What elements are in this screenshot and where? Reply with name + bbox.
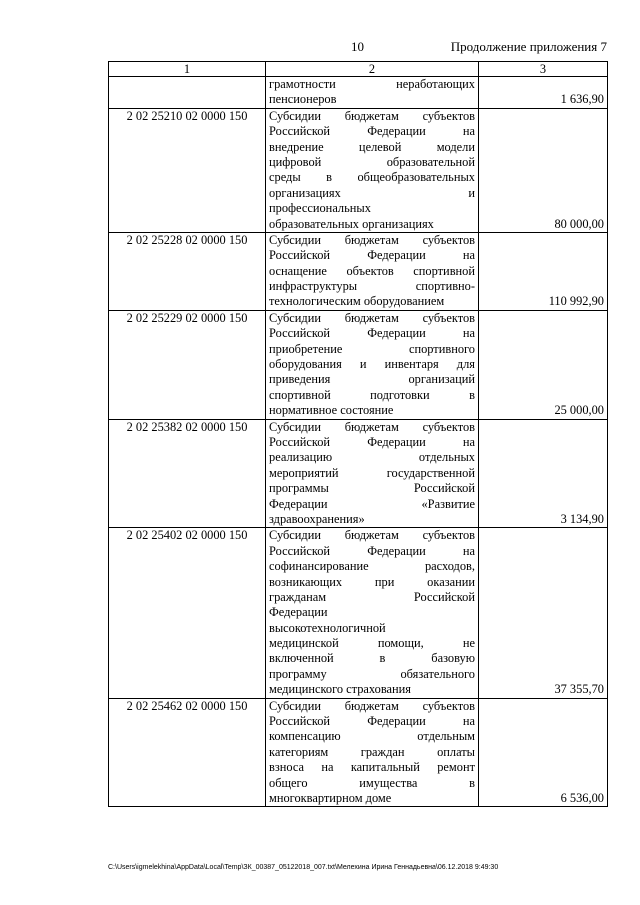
description-line: Российской Федерации на: [269, 124, 475, 139]
description-cell: [266, 310, 479, 419]
description-line: технологическим оборудованием: [269, 294, 445, 309]
amount-cell: 25 000,00: [479, 310, 608, 419]
table-header-row: [109, 62, 608, 77]
amount-cell: 6 536,00: [479, 698, 608, 807]
budget-table: [108, 61, 608, 807]
column-header-1: 1: [109, 62, 266, 77]
description-line: внедрение целевой модели: [269, 139, 475, 154]
description-line: нормативное состояние: [269, 403, 394, 418]
description-line: реализацию отдельных: [269, 450, 475, 465]
description-line: Субсидии бюджетам субъектов: [269, 528, 475, 543]
description-cell: [266, 232, 479, 310]
budget-code-cell: 2 02 25210 02 0000 150: [109, 108, 266, 232]
description-cell: [266, 419, 479, 528]
description-line: Российской Федерации на: [269, 248, 475, 263]
description-line: Федерации: [269, 605, 328, 620]
description-line: пенсионеров: [269, 92, 337, 107]
table-row: [109, 77, 608, 109]
description-line: профессиональных: [269, 201, 371, 216]
description-line: Субсидии бюджетам субъектов: [269, 232, 475, 247]
description-line: среды в общеобразовательных: [269, 170, 475, 185]
description-cell: [266, 698, 479, 807]
description-line: оборудования и инвентаря для: [269, 357, 475, 372]
column-header-3: 3: [479, 62, 608, 77]
table-row: [109, 310, 608, 419]
amount-cell: 37 355,70: [479, 528, 608, 698]
column-header-2: 2: [266, 62, 479, 77]
description-line: оснащение объектов спортивной: [269, 263, 475, 278]
description-line: медицинской помощи, не: [269, 636, 475, 651]
description-line: организациях и: [269, 185, 475, 200]
description-line: категориям граждан оплаты: [269, 744, 475, 759]
description-line: Субсидии бюджетам субъектов: [269, 310, 475, 325]
table-row: [109, 419, 608, 528]
description-line: многоквартирном доме: [269, 790, 392, 805]
amount-cell: 80 000,00: [479, 108, 608, 232]
footer-file-path: C:\Users\igmelekhina\AppData\Local\Temp\ЗК_00387_05122018_007.txt\Мелехина Ирина Геннадьевна\06.12.2018 9:49:30: [108, 864, 499, 871]
description-line: включенной в базовую: [269, 651, 475, 666]
budget-code-cell: 2 02 25228 02 0000 150: [109, 232, 266, 310]
budget-code-cell: 2 02 25382 02 0000 150: [109, 419, 266, 528]
description-line: компенсацию отдельным: [269, 729, 475, 744]
description-line: программу обязательного: [269, 666, 475, 681]
description-line: программы Российской: [269, 481, 475, 496]
description-line: Российской Федерации на: [269, 543, 475, 558]
description-line: инфраструктуры спортивно-: [269, 279, 475, 294]
description-line: Федерации «Развитие: [269, 496, 475, 511]
description-cell: [266, 528, 479, 698]
description-line: Субсидии бюджетам субъектов: [269, 419, 475, 434]
description-line: Субсидии бюджетам субъектов: [269, 698, 475, 713]
amount-cell: 1 636,90: [479, 77, 608, 109]
description-line: возникающих при оказании: [269, 574, 475, 589]
description-line: спортивной подготовки в: [269, 387, 475, 402]
table-row: [109, 698, 608, 807]
description-cell: [266, 77, 479, 109]
description-line: взноса на капитальный ремонт: [269, 760, 475, 775]
description-cell: [266, 108, 479, 232]
description-line: Российской Федерации на: [269, 714, 475, 729]
budget-code-cell: [109, 77, 266, 109]
table-row: [109, 528, 608, 698]
amount-cell: 110 992,90: [479, 232, 608, 310]
description-line: Российской Федерации на: [269, 326, 475, 341]
description-line: общего имущества в: [269, 775, 475, 790]
page-number: 10: [351, 39, 364, 54]
budget-code-cell: 2 02 25402 02 0000 150: [109, 528, 266, 698]
description-line: высокотехнологичной: [269, 620, 386, 635]
description-line: Субсидии бюджетам субъектов: [269, 108, 475, 123]
budget-code-cell: 2 02 25462 02 0000 150: [109, 698, 266, 807]
description-line: мероприятий государственной: [269, 465, 475, 480]
description-line: медицинского страхования: [269, 682, 411, 697]
description-line: цифровой образовательной: [269, 154, 475, 169]
description-line: приобретение спортивного: [269, 341, 475, 356]
description-line: Российской Федерации на: [269, 434, 475, 449]
table-row: [109, 108, 608, 232]
appendix-continuation-label: Продолжение приложения 7: [450, 39, 607, 54]
budget-code-cell: 2 02 25229 02 0000 150: [109, 310, 266, 419]
amount-cell: 3 134,90: [479, 419, 608, 528]
description-line: здравоохранения»: [269, 511, 365, 526]
table-row: [109, 232, 608, 310]
description-line: грамотности неработающих: [269, 77, 475, 91]
description-line: образовательных организациях: [269, 216, 434, 231]
description-line: гражданам Российской: [269, 589, 475, 604]
description-line: софинансирование расходов,: [269, 559, 475, 574]
description-line: приведения организаций: [269, 372, 475, 387]
